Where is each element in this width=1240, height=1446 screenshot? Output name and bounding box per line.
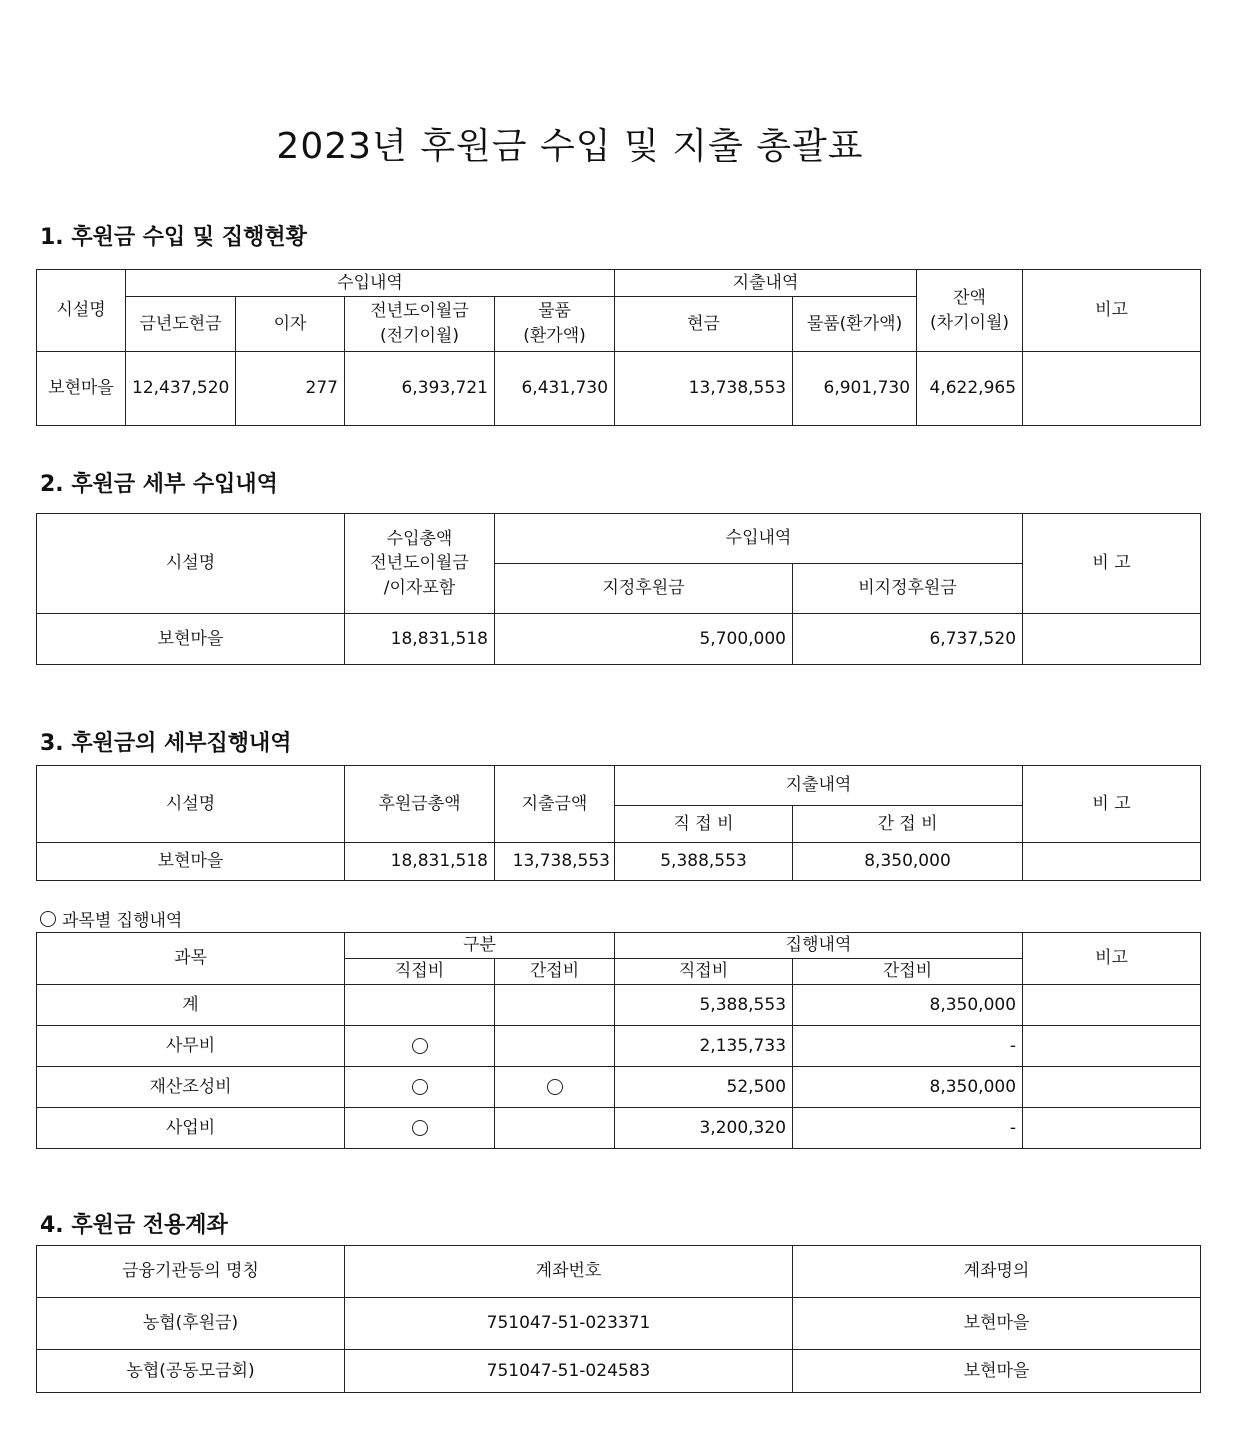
header-expense-cash: 현금 <box>615 297 793 352</box>
header-income: 수입내역 <box>495 514 1023 564</box>
cell-note <box>1023 843 1201 881</box>
cell-direct-mark <box>345 1108 495 1149</box>
cell-item: 재산조성비 <box>37 1067 345 1108</box>
header-goods-line1: 물품 <box>538 301 571 322</box>
cell-note <box>1023 1067 1201 1108</box>
header-facility: 시설명 <box>37 270 126 352</box>
header-account-holder: 계좌명의 <box>793 1246 1201 1298</box>
header-balance-line1: 잔액 <box>953 287 986 308</box>
header-class-direct: 직접비 <box>345 959 495 985</box>
circle-mark-icon <box>412 1079 428 1095</box>
circle-bullet-icon <box>40 911 56 927</box>
cell-facility: 보현마을 <box>37 614 345 665</box>
execution-detail-table <box>36 765 1201 881</box>
header-facility: 시설명 <box>37 514 345 614</box>
cell-bank: 농협(후원금) <box>37 1298 345 1350</box>
cell-nondesignated: 6,737,520 <box>793 614 1023 665</box>
cell-indirect-cost: 8,350,000 <box>793 843 1023 881</box>
cell-account-number: 751047-51-023371 <box>345 1298 793 1350</box>
header-donation-total: 후원금총액 <box>345 766 495 843</box>
table-row <box>37 843 1201 881</box>
header-goods-line2: (환가액) <box>523 326 586 346</box>
cell-indirect-amount: 8,350,000 <box>793 985 1023 1026</box>
header-class-indirect: 간접비 <box>495 959 615 985</box>
section-1-heading: 1. 후원금 수입 및 집행현황 <box>40 225 307 250</box>
cell-note <box>1023 985 1201 1026</box>
header-income: 수입내역 <box>126 270 615 297</box>
header-account-number: 계좌번호 <box>345 1246 793 1298</box>
table-row <box>37 1350 1201 1393</box>
cell-direct-mark <box>345 985 495 1026</box>
cell-direct-amount: 3,200,320 <box>615 1108 793 1149</box>
cell-account-number: 751047-51-024583 <box>345 1350 793 1393</box>
header-exec-indirect: 간접비 <box>793 959 1023 985</box>
header-current-cash: 금년도현금 <box>126 297 236 352</box>
header-bank: 금융기관등의 명칭 <box>37 1246 345 1298</box>
header-total-line3: /이자포함 <box>383 577 456 598</box>
cell-direct-amount: 5,388,553 <box>615 985 793 1026</box>
income-execution-table <box>36 269 1201 426</box>
cell-item: 사업비 <box>37 1108 345 1149</box>
header-expense-detail: 지출내역 <box>615 766 1023 806</box>
header-direct-cost: 직 접 비 <box>615 806 793 843</box>
section-4-heading: 4. 후원금 전용계좌 <box>40 1213 228 1238</box>
cell-balance: 4,622,965 <box>917 352 1023 426</box>
cell-current-cash: 12,437,520 <box>126 352 236 426</box>
cell-prev-carryover: 6,393,721 <box>345 352 495 426</box>
header-facility: 시설명 <box>37 766 345 843</box>
header-designated: 지정후원금 <box>495 564 793 614</box>
circle-mark-icon <box>412 1120 428 1136</box>
cell-indirect-mark <box>495 1067 615 1108</box>
cell-indirect-amount: - <box>793 1108 1023 1149</box>
cell-direct-amount: 2,135,733 <box>615 1026 793 1067</box>
cell-indirect-amount: 8,350,000 <box>793 1067 1023 1108</box>
cell-income-total: 18,831,518 <box>345 614 495 665</box>
table-row <box>37 352 1201 426</box>
header-note: 비 고 <box>1023 766 1201 843</box>
header-execution: 집행내역 <box>615 933 1023 959</box>
header-prev-line1: 전년도이월금 <box>370 301 469 322</box>
header-balance-line2: (차기이월) <box>930 312 1009 333</box>
circle-mark-icon <box>547 1079 563 1095</box>
table-row <box>37 1108 1201 1149</box>
circle-mark-icon <box>412 1038 428 1054</box>
cell-account-holder: 보현마을 <box>793 1298 1201 1350</box>
section-3-heading: 3. 후원금의 세부집행내역 <box>40 731 292 756</box>
cell-interest: 277 <box>236 352 345 426</box>
itemized-execution-table <box>36 932 1201 1149</box>
header-note: 비고 <box>1023 270 1201 352</box>
cell-item: 계 <box>37 985 345 1026</box>
header-note: 비고 <box>1023 933 1201 985</box>
cell-direct-amount: 52,500 <box>615 1067 793 1108</box>
cell-expense-goods: 6,901,730 <box>793 352 917 426</box>
cell-note <box>1023 614 1201 665</box>
header-prev-line2: (전기이월) <box>380 326 459 346</box>
cell-note <box>1023 1026 1201 1067</box>
cell-direct-cost: 5,388,553 <box>615 843 793 881</box>
cell-note <box>1023 1108 1201 1149</box>
cell-facility: 보현마을 <box>37 843 345 881</box>
cell-expense-amount: 13,738,553 <box>495 843 615 881</box>
cell-indirect-mark <box>495 985 615 1026</box>
document-title: 2023년 후원금 수입 및 지출 총괄표 <box>276 126 864 167</box>
header-expense-amount: 지출금액 <box>495 766 615 843</box>
cell-indirect-amount: - <box>793 1026 1023 1067</box>
cell-facility: 보현마을 <box>37 352 126 426</box>
header-total-line2: 전년도이월금 <box>370 553 469 574</box>
account-table <box>36 1245 1201 1393</box>
cell-bank: 농협(공동모금회) <box>37 1350 345 1393</box>
header-classification: 구분 <box>345 933 615 959</box>
header-indirect-cost: 간 접 비 <box>793 806 1023 843</box>
cell-direct-mark <box>345 1026 495 1067</box>
header-expense: 지출내역 <box>615 270 917 297</box>
cell-direct-mark <box>345 1067 495 1108</box>
table-row <box>37 1067 1201 1108</box>
header-income-total <box>345 514 495 614</box>
header-exec-direct: 직접비 <box>615 959 793 985</box>
header-expense-goods: 물품(환가액) <box>793 297 917 352</box>
header-item: 과목 <box>37 933 345 985</box>
cell-note <box>1023 352 1201 426</box>
header-total-line1: 수입총액 <box>386 528 453 549</box>
cell-indirect-mark <box>495 1026 615 1067</box>
header-interest: 이자 <box>236 297 345 352</box>
cell-account-holder: 보현마을 <box>793 1350 1201 1393</box>
cell-donation-total: 18,831,518 <box>345 843 495 881</box>
cell-designated: 5,700,000 <box>495 614 793 665</box>
header-prev-carryover <box>345 297 495 352</box>
header-balance <box>917 270 1023 352</box>
cell-indirect-mark <box>495 1108 615 1149</box>
table-row <box>37 985 1201 1026</box>
subsection-heading-text: 과목별 집행내역 <box>62 911 183 931</box>
table-row <box>37 614 1201 665</box>
income-detail-table <box>36 513 1201 665</box>
header-note: 비 고 <box>1023 514 1201 614</box>
header-nondesignated: 비지정후원금 <box>793 564 1023 614</box>
cell-goods: 6,431,730 <box>495 352 615 426</box>
subsection-heading <box>40 906 182 931</box>
cell-item: 사무비 <box>37 1026 345 1067</box>
table-row <box>37 1026 1201 1067</box>
cell-expense-cash: 13,738,553 <box>615 352 793 426</box>
section-2-heading: 2. 후원금 세부 수입내역 <box>40 472 278 497</box>
table-row <box>37 1298 1201 1350</box>
header-goods <box>495 297 615 352</box>
